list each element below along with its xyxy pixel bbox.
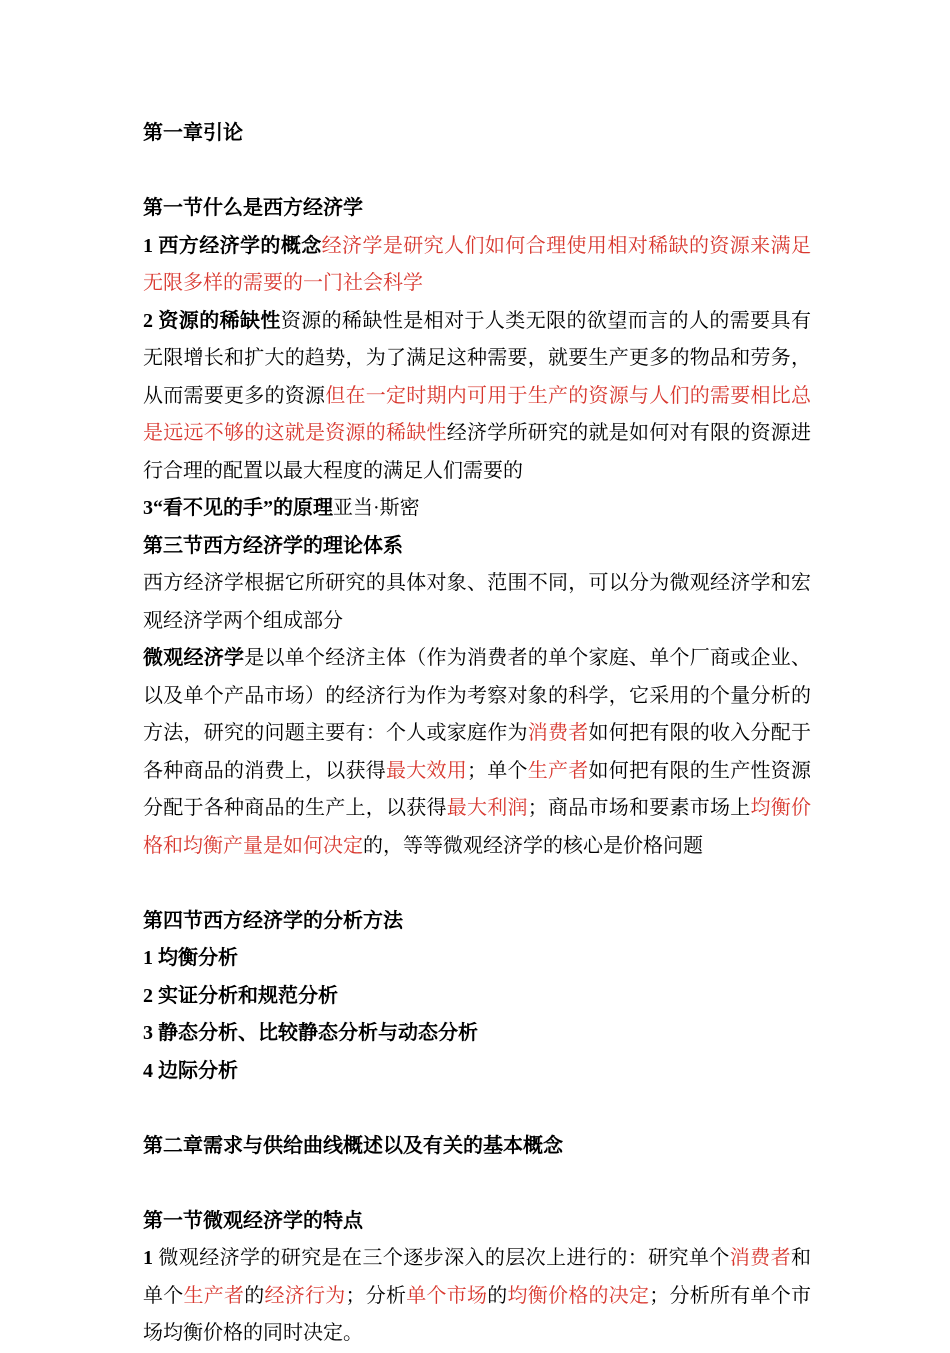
text-run: 1 均衡分析 (143, 947, 238, 969)
blank-line (143, 1165, 811, 1203)
text-run: 生产者 (183, 1284, 245, 1307)
text-run: 如何把有限的生产性资源分配于各种商品的生产上，以获得 (143, 759, 811, 819)
analysis-method-item-1 (143, 940, 811, 978)
text-run: 最大效用 (386, 759, 467, 782)
text-run: 单个市场 (406, 1284, 488, 1307)
chapter-2-heading (143, 1128, 811, 1166)
blank-line (143, 153, 811, 191)
text-run: 2 资源的稀缺性 (143, 309, 281, 332)
text-run: 第三节西方经济学的理论体系 (143, 534, 403, 557)
text-run: 4 边际分析 (143, 1059, 238, 1082)
text-run: 生产者 (527, 759, 589, 782)
text-run: 如何把有限的收入分配于各种商品的消费上，以获得 (143, 722, 811, 782)
para-resource-scarcity (143, 303, 811, 491)
text-run: 均衡价格的决定 (507, 1284, 650, 1307)
text-run: 最大利润 (446, 797, 528, 819)
text-run: 经济学所研究的就是如何对有限的资源进行合理的配置以最大程度的满足人们需要的 (143, 422, 811, 482)
text-run: 第一节微观经济学的特点 (143, 1209, 363, 1232)
para-invisible-hand (143, 490, 811, 528)
text-run: 经济行为 (264, 1284, 346, 1307)
text-run: 3 静态分析、比较静态分析与动态分析 (143, 1022, 478, 1044)
text-run: 消费者 (527, 722, 589, 744)
text-run: 第二章需求与供给曲线概述以及有关的基本概念 (143, 1134, 563, 1157)
text-run: ；单个 (467, 759, 528, 782)
document-body (143, 115, 811, 1353)
text-run: 微观经济学 (143, 647, 245, 669)
text-run: 1 西方经济学的概念 (143, 234, 322, 257)
text-run: 的 (244, 1284, 265, 1307)
analysis-method-item-2 (143, 978, 811, 1016)
para-western-economics-concept (143, 228, 811, 303)
text-run: 2 实证分析和规范分析 (143, 984, 338, 1007)
text-run: 微观经济学的研究是在三个逐步深入的层次上进行的：研究单个 (158, 1247, 730, 1269)
section-1-4-heading (143, 903, 811, 941)
section-1-1-heading (143, 190, 811, 228)
section-1-3-heading (143, 528, 811, 566)
text-run: 第一节什么是西方经济学 (143, 197, 363, 219)
text-run: ；分析所有单个市场均衡价格的同时决定。 (143, 1284, 811, 1344)
text-run: 的 (487, 1284, 508, 1307)
analysis-method-item-4 (143, 1053, 811, 1091)
text-run: 的，等等微观经济学的核心是价格问题 (363, 834, 703, 857)
text-run: 3“看不见的手”的原理 (143, 497, 333, 519)
text-run: 西方经济学根据它所研究的具体对象、范围不同，可以分为微观经济学和宏观经济学两个组成部分 (143, 572, 811, 632)
text-run: 但在一定时期内可用于生产的资源与人们的需要相比总是远远不够的这就是资源的稀缺性 (143, 384, 811, 444)
text-run: 1 (143, 1247, 159, 1269)
text-run: 经济学是研究人们如何合理使用相对稀缺的资源来满足无限多样的需要的一门社会科学 (143, 234, 811, 294)
text-run: 是以单个经济主体（作为消费者的单个家庭、单个厂商或企业、以及单个产品市场）的经济行为作为考察对象的科学，它采用的个量分析的方法，研究的问题主要有：个人或家庭作为 (143, 647, 811, 744)
text-run: 第一章引论 (143, 122, 243, 144)
para-theory-system (143, 565, 811, 640)
text-run: ；分析 (345, 1284, 407, 1307)
text-run: 资源的稀缺性是相对于人类无限的欲望而言的人的需要具有无限增长和扩大的趋势，为了满足这种需要，就要生产更多的物品和劳务，从而需要更多的资源 (143, 309, 811, 407)
text-run: 均衡价格和均衡产量是如何决定 (143, 797, 811, 857)
blank-line (143, 865, 811, 903)
blank-line (143, 1090, 811, 1128)
section-2-1-heading (143, 1203, 811, 1241)
chapter-1-heading (143, 115, 811, 153)
text-run: 第四节西方经济学的分析方法 (143, 909, 403, 932)
para-micro-research-levels (143, 1240, 811, 1353)
text-run: ；商品市场和要素市场上 (527, 797, 751, 819)
para-microeconomics-definition (143, 640, 811, 865)
text-run: 消费者 (729, 1247, 791, 1269)
text-run: 和单个 (143, 1247, 811, 1307)
text-run: 亚当·斯密 (333, 497, 420, 519)
analysis-method-item-3 (143, 1015, 811, 1053)
